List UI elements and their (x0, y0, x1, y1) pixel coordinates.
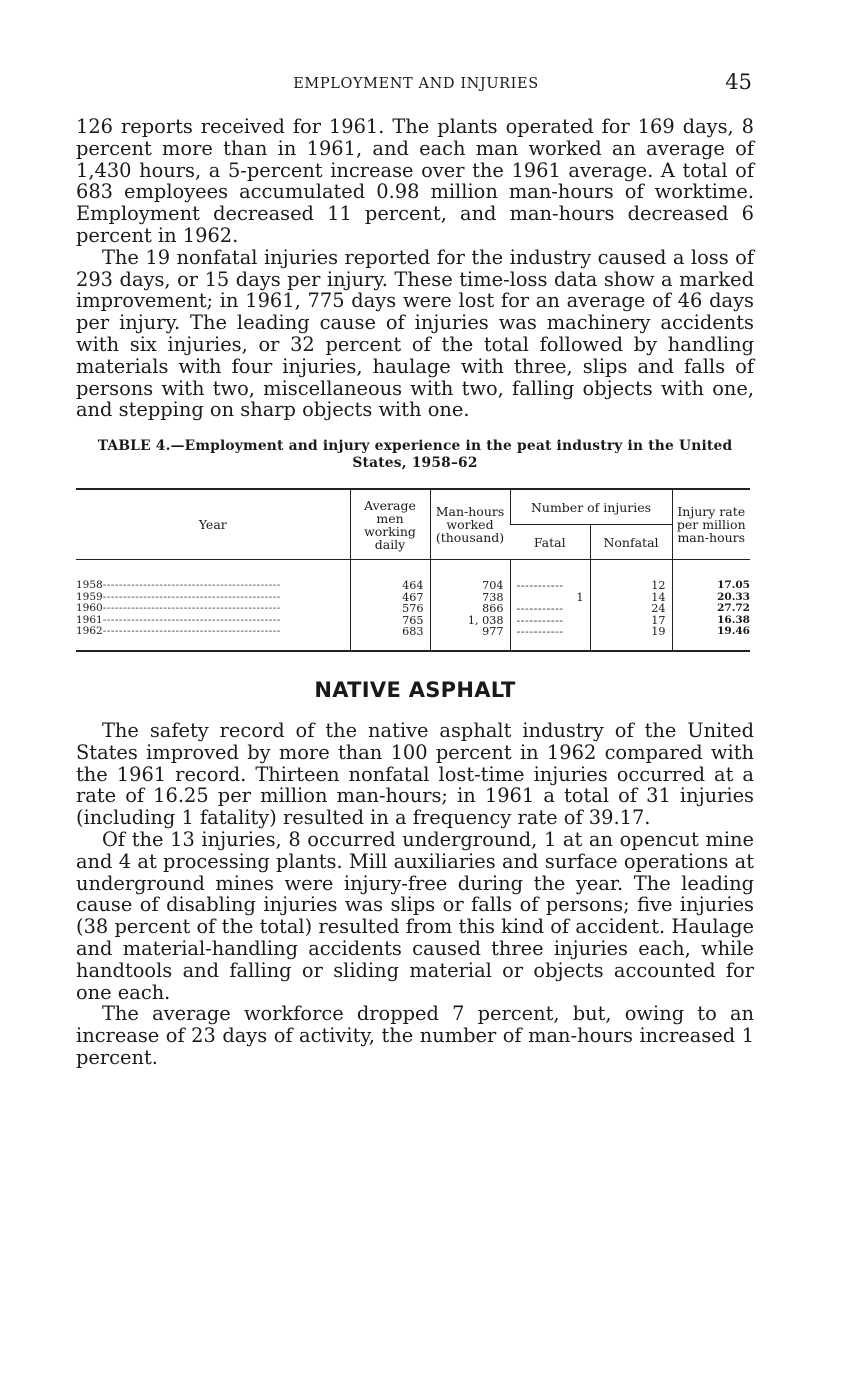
cell-fatal (510, 580, 590, 592)
fatal-value: 1 (576, 590, 584, 604)
cell-avg-men: 464 (350, 580, 430, 592)
cell-man-hours: 704 (430, 580, 510, 592)
table-caption-line: States, 1958–62 (352, 455, 478, 471)
leader-dots: ----------- (516, 579, 564, 592)
col-header-number-of-injuries: Number of injuries (510, 489, 672, 525)
paragraph: 126 reports received for 1961. The plants operated for 169 days, 8 percent more than in 1961, and each man worked an average of 1,430 hours, a 5-percent increase over the 1961 average. A total of 683 employees accumulated 0.98 million man-hours of worktime. Employment decreased 11 percent, and man-hours decreased 6 percent in 1962. (76, 115, 754, 247)
table-row (76, 626, 750, 638)
leader-dots: -------------------------------------------- (102, 579, 281, 591)
cell-avg-men: 683 (350, 626, 430, 638)
table-body (76, 560, 750, 651)
leader-dots: ----------- (516, 625, 564, 638)
col-header-man-hours: Man-hours worked (thousand) (430, 489, 510, 560)
cell-avg-men: 765 (350, 615, 430, 627)
cell-nonfatal: 17 (590, 615, 672, 627)
year-label: 1958 (76, 579, 103, 591)
cell-avg-men: 576 (350, 603, 430, 615)
year-label: 1962 (76, 625, 103, 637)
body-text-top (76, 116, 754, 421)
leader-dots: -------------------------------------------- (102, 602, 281, 614)
cell-injury-rate: 17.05 (672, 580, 750, 592)
injury-table (76, 488, 750, 652)
running-header-title: EMPLOYMENT AND INJURIES (293, 76, 539, 92)
col-header-avg-men: Average men working daily (350, 489, 430, 560)
cell-injury-rate: 16.38 (672, 615, 750, 627)
col-header-year: Year (76, 489, 350, 560)
leader-dots: -------------------------------------------- (102, 613, 281, 626)
col-header-nonfatal: Nonfatal (590, 525, 672, 560)
cell-nonfatal: 19 (590, 626, 672, 638)
leader-dots: -------------------------------------------- (102, 590, 281, 603)
paragraph: The 19 nonfatal injuries reported for the industry caused a loss of 293 days, or 15 days per injury. These time-loss data show a marked improvement; in 1961, 775 days were lost for an average of 46 days per injury. The leading cause of injuries was machinery accidents with six injuries, or 32 percent of the total followed by handling materials with four injuries, haulage with three, slips and falls of persons with two, miscellaneous with two, falling objects with one, and stepping on sharp objects with one. (76, 245, 754, 422)
cell-injury-rate: 27.72 (672, 603, 750, 615)
section-heading: NATIVE ASPHALT (314, 678, 516, 702)
cell-year (76, 626, 350, 638)
leader-dots: ----------- (516, 613, 564, 627)
cell-avg-men: 467 (350, 592, 430, 604)
year-label: 1959 (76, 590, 103, 603)
cell-injury-rate: 19.46 (672, 626, 750, 638)
cell-nonfatal: 24 (590, 603, 672, 615)
running-header (76, 70, 756, 96)
cell-man-hours: 977 (430, 626, 510, 638)
cell-injury-rate: 20.33 (672, 592, 750, 604)
paragraph: The safety record of the native asphalt industry of the United States improved by more than 100 percent in 1962 compared with the 1961 record. Thirteen nonfatal lost-time injuries occurred at a rate of 16.25 per million man-hours; in 1961 a total of 31 injuries (including 1 fatality) resulted in a frequency rate of 39.17. (76, 719, 754, 830)
year-label: 1960 (76, 602, 103, 614)
cell-nonfatal: 14 (590, 592, 672, 604)
leader-dots: -------------------------------------------- (102, 625, 281, 637)
table-caption-line: TABLE 4.—Employment and injury experience in the peat industry in the United (97, 438, 733, 454)
col-header-injury-rate: Injury rate per million man-hours (672, 489, 750, 560)
cell-man-hours: 866 (430, 603, 510, 615)
table-caption (76, 438, 754, 472)
body-text-native-asphalt (76, 720, 754, 1069)
leader-dots: ----------- (516, 602, 564, 615)
page-number: 45 (725, 70, 752, 94)
cell-man-hours: 738 (430, 592, 510, 604)
cell-nonfatal: 12 (590, 580, 672, 592)
cell-fatal (510, 626, 590, 638)
year-label: 1961 (76, 613, 103, 626)
col-header-fatal: Fatal (510, 525, 590, 560)
paragraph: Of the 13 injuries, 8 occurred underground, 1 at an opencut mine and 4 at processing plants. Mill auxiliaries and surface operations at underground mines were injury-free during the year. The leading cause of disabling injuries was slips or falls of persons; five injuries (38 percent of the total) resulted from this kind of accident. Haulage and material-handling accidents caused three injuries each, while handtools and falling or sliding material or objects accounted for one each. (76, 827, 754, 1004)
cell-man-hours: 1, 038 (430, 615, 510, 627)
paragraph: The average workforce dropped 7 percent, but, owing to an increase of 23 days of activity, the number of man-hours increased 1 percent. (76, 1002, 754, 1069)
